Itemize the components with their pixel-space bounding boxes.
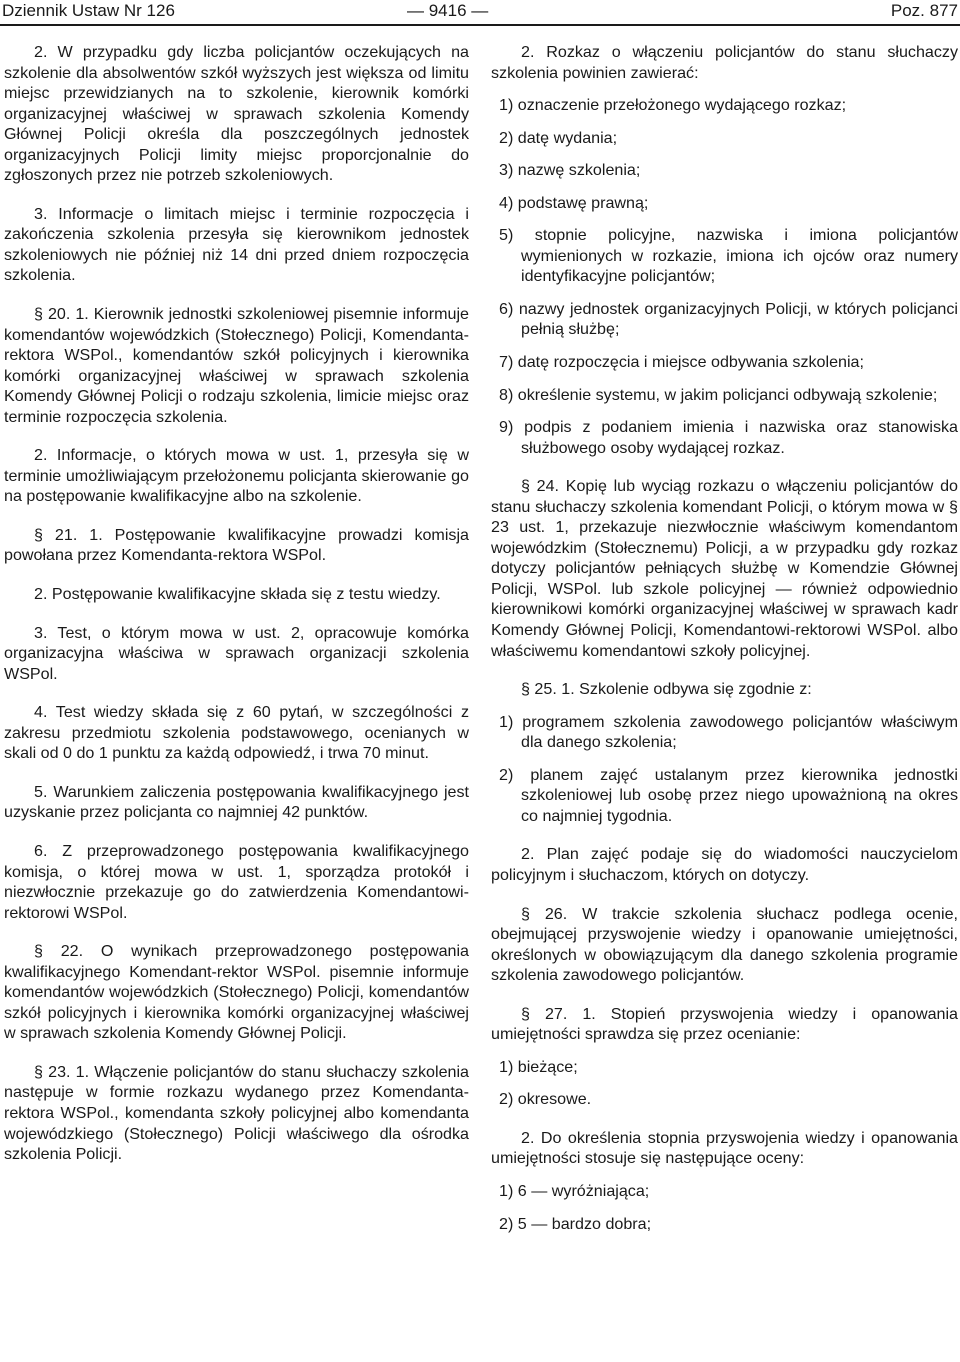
list-item: 1) oznaczenie przełożonego wydającego rozkaz; — [499, 96, 847, 115]
list-item: 5) stopnie policyjne, nazwiska i imiona policjantów wymienionych w rozkazie, imiona ich ojców oraz numery identyfikacyjne policjantów; — [499, 226, 958, 286]
journal-title: Dziennik Ustaw Nr 126 — [2, 1, 175, 20]
section-21: § 21. 1. Postępowanie kwalifikacyjne prowadzi komisja powołana przez Komendanta-rektora WSPol. — [4, 525, 469, 565]
list-item: 3) nazwę szkolenia; — [499, 161, 641, 180]
paragraph: 2. Postępowanie kwalifikacyjne składa się z testu wiedzy. — [34, 585, 441, 604]
header-rule — [0, 24, 960, 26]
list-item: 1) 6 — wyróżniająca; — [499, 1181, 650, 1200]
paragraph: 3. Informacje o limitach miejsc i terminie rozpoczęcia i zakończenia szkolenia przesyła się kierownikom jednostek szkoleniowych nie później niż 14 dni przed dniem rozpoczęcia szkolenia. — [4, 204, 469, 285]
position-number: Poz. 877 — [890, 1, 958, 20]
paragraph: 4. Test wiedzy składa się z 60 pytań, w szczególności z zakresu przedmiotu szkolenia podstawowego, ocenianych w skali od 0 do 1 punktu za każdą odpowiedź, i trwa 70 minut. — [4, 703, 469, 763]
paragraph: 2. W przypadku gdy liczba policjantów oczekujących na szkolenie dla absolwentów szkół wyższych jest większa od limitu miejsc przewidzianych na to szkolenie, kierownik komórki organizacyjnej właściwej w sprawach szkolenia Komendy Głównej Policji określa dla poszczególnych jednostek organizacyjnych Policji limity miejsc proporcjonalnie do zgłoszonych przez nie potrzeb szkoleniowych. — [4, 43, 469, 185]
list-item: 2) planem zajęć ustalanym przez kierownika jednostki szkoleniowej lub osobę przez niego upoważnioną na okres co najmniej tygodnia. — [499, 765, 958, 825]
list-item: 1) programem szkolenia zawodowego policjantów właściwym dla danego szkolenia; — [499, 712, 958, 752]
list-item: 2) okresowe. — [499, 1090, 592, 1109]
list-item: 6) nazwy jednostek organizacyjnych Policji, w których policjanci pełnią służbę; — [499, 299, 958, 339]
section-25: § 25. 1. Szkolenie odbywa się zgodnie z: — [521, 680, 812, 699]
section-23: § 23. 1. Włączenie policjantów do stanu słuchaczy szkolenia następuje w formie rozkazu wydanego przez Komendanta-rektora WSPol., komendanta szkoły policyjnej albo komendanta wojewódzkiego (Stołecznego) Policji właściwego dla ośrodka szkolenia Policji. — [4, 1062, 469, 1164]
section-24: § 24. Kopię lub wyciąg rozkazu o włączeniu policjantów do stanu słuchaczy szkolenia komendant Policji, o którym mowa w § 23 ust. 1, przekazuje niezwłocznie właściwym komendantom wojewódzkim (Stołecznemu) Policji, a w przypadku gdy rozkaz dotyczy policjantów pełniących służbę w Komendzie Głównej Policji, WSPol. lub szkole policyjnej — również odpowiednio kierownikowi komórki organizacyjnej właściwej w sprawach kadr Komendy Głównej Policji, Komendantowi-rektorowi WSPol. albo właściwemu komendantowi szkoły policyjnej. — [491, 477, 958, 660]
section-26: § 26. W trakcie szkolenia słuchacz podlega ocenie, obejmującej przyswojenie wiedzy i opanowanie umiejętności, określonych w obowiązującym dla danego szkolenia programie szkolenia zawodowego policjantów. — [491, 904, 958, 985]
list-item: 2) 5 — bardzo dobra; — [499, 1214, 652, 1233]
right-column — [491, 42, 958, 1246]
page-number: — 9416 — — [407, 1, 489, 20]
list-item: 4) podstawę prawną; — [499, 193, 649, 212]
paragraph: 2. Informacje, o których mowa w ust. 1, przesyła się w terminie umożliwiającym przełożonemu policjanta skierowanie go na postępowanie kwalifikacyjne albo na szkolenie. — [4, 446, 469, 506]
list-item: 1) bieżące; — [499, 1057, 578, 1076]
paragraph: 2. Plan zajęć podaje się do wiadomości nauczycielom policyjnym i słuchaczom, których on dotyczy. — [491, 845, 958, 884]
section-22: § 22. O wynikach przeprowadzonego postępowania kwalifikacyjnego Komendant-rektor WSPol. pisemnie informuje komendantów wojewódzkich (Stołecznego) Policji, komendantów szkół policyjnych i kierownika komórki organizacyjnej właściwej w sprawach szkolenia Komendy Głównej Policji. — [4, 942, 469, 1043]
paragraph: 2. Do określenia stopnia przyswojenia wiedzy i opanowania umiejętności stosuje się następujące oceny: — [491, 1128, 958, 1168]
paragraph: 3. Test, o którym mowa w ust. 2, opracowuje komórka organizacyjna właściwa w sprawach organizacji szkolenia WSPol. — [4, 623, 469, 683]
list-item: 8) określenie systemu, w jakim policjanci odbywają szkolenie; — [499, 385, 938, 404]
page-header — [2, 0, 958, 22]
list-item: 9) podpis z podaniem imienia i nazwiska oraz stanowiska służbowego osoby wydającej rozkaz. — [499, 418, 958, 457]
paragraph: 5. Warunkiem zaliczenia postępowania kwalifikacyjnego jest uzyskanie przez policjanta co najmniej 42 punktów. — [4, 782, 469, 822]
list-item: 7) datę rozpoczęcia i miejsce odbywania szkolenia; — [499, 353, 864, 372]
list-item: 2) datę wydania; — [499, 128, 618, 147]
section-27: § 27. 1. Stopień przyswojenia wiedzy i opanowania umiejętności sprawdza się przez ocenianie: — [491, 1004, 958, 1044]
paragraph: 6. Z przeprowadzonego postępowania kwalifikacyjnego komisja, o której mowa w ust. 1, sporządza protokół i niezwłocznie przekazuje go do zatwierdzenia Komendantowi-rektorowi WSPol. — [4, 841, 469, 922]
section-20: § 20. 1. Kierownik jednostki szkoleniowej pisemnie informuje komendantów wojewódzkich (Stołecznego) Policji, Komendanta-rektora WSPol., komendantów szkół policyjnych i kierownika komórki organizacyjnej właściwej w sprawach szkolenia Komendy Głównej Policji o rodzaju szkolenia, limicie miejsc oraz terminie rozpoczęcia szkolenia. — [4, 305, 469, 426]
left-column — [4, 42, 469, 1183]
paragraph: 2. Rozkaz o włączeniu policjantów do stanu słuchaczy szkolenia powinien zawierać: — [491, 43, 958, 82]
